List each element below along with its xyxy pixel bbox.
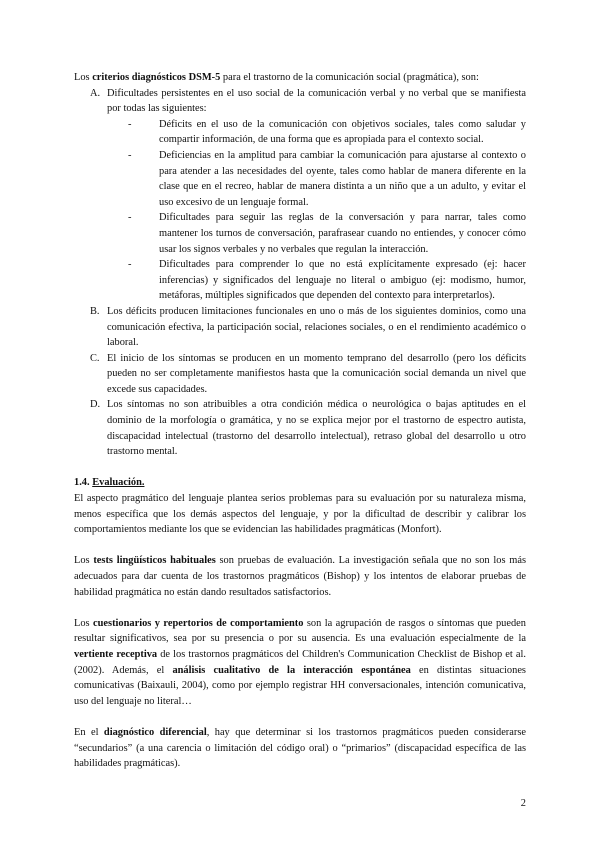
section-number: 1.4. [74, 477, 93, 489]
criterion-a [74, 86, 526, 304]
criterion-text: Dificultades persistentes en el uso social de la comunicación verbal y no verbal que se manifiesta por todas las siguientes: [107, 87, 526, 115]
criterion-b [74, 304, 526, 351]
para-text: En el [74, 726, 104, 738]
sub-item-text: Dificultades para seguir las reglas de la conversación y para narrar, tales como mantener los turnos de conversación, parafrasear cuando no entiendes, y conocer cómo usar los signos verbales y no verbales que regulan la interacción. [159, 212, 526, 255]
section-heading [74, 475, 526, 491]
sub-item-text: Deficiencias en la amplitud para cambiar la comunicación para ajustarse al contexto o para atender a las necesidades del oyente, tales como hablar de manera diferente en la clase que en el recreo, hablar de manera distinta a un niño que a un adulto, y evitar el uso excesivo de un lenguaje formal. [159, 149, 526, 208]
para-text: de los trastornos pragmáticos del Children's Communication Checklist de Bishop et al. (2002). Además, el [74, 648, 526, 676]
sub-item [107, 148, 526, 210]
para-text: son la agrupación de rasgos o síntomas que pueden resultar significativos, sea por su presencia o por su ausencia. Es una evaluación especialmente de la [74, 617, 526, 645]
dash-bullet: - [128, 118, 132, 130]
criteria-list [74, 86, 526, 460]
differential-paragraph [74, 725, 526, 772]
dash-bullet: - [128, 149, 132, 161]
criterion-text: El inicio de los síntomas se producen en un momento temprano del desarrollo (pero los déficits pueden no ser completamente manifiestos hasta que la comunicación social demanda un nivel que excede sus capacidades. [107, 352, 526, 395]
sub-item [107, 257, 526, 304]
para-bold: cuestionarios y repertorios de comportamiento [93, 617, 304, 629]
intro-paragraph [74, 70, 526, 86]
document-page [74, 70, 526, 772]
sub-item [107, 117, 526, 148]
criterion-marker: B. [90, 305, 100, 317]
sub-item-text: Déficits en el uso de la comunicación con objetivos sociales, tales como saludar y compartir información, de una forma que es apropiada para el contexto social. [159, 118, 526, 146]
tests-paragraph [74, 553, 526, 600]
questionnaires-paragraph [74, 616, 526, 710]
page-number: 2 [520, 798, 526, 809]
criterion-marker: A. [90, 87, 101, 99]
intro-bold: criterios diagnósticos DSM-5 [92, 72, 221, 83]
intro-text-end: para el trastorno de la comunicación social (pragmática), son: [220, 72, 479, 83]
dash-bullet: - [128, 259, 132, 271]
para-text: son pruebas de evaluación. La investigación señala que no son los más adecuados para dar cuenta de los trastornos pragmáticos (Bishop) y los intentos de elaborar pruebas de habilidad pragmática no están dando resultados satisfactorios. [74, 555, 526, 598]
para-text: en distintas situaciones comunicativas (Baixauli, 2004), como por ejemplo registrar HH conversacionales, intención comunicativa, uso del lenguaje no literal… [74, 664, 526, 707]
section-title: Evaluación. [92, 477, 145, 489]
para-text: Los [74, 617, 94, 629]
para-bold: análisis cualitativo de la interacción espontánea [172, 664, 411, 676]
criterion-a-sublist [107, 117, 526, 304]
evaluation-paragraph: El aspecto pragmático del lenguaje plantea serios problemas para su evaluación por su naturaleza misma, menos específica que los demás aspectos del lenguaje, y por la dificultad de describir y calibrar los comportamientos mediante los que se evidencian las habilidades pragmáticas (Monfort). [74, 493, 526, 536]
criterion-c [74, 351, 526, 398]
criterion-text: Los síntomas no son atribuibles a otra condición médica o neurológica o bajas aptitudes en el dominio de la morfología o gramática, y no se explica mejor por el trastorno de espectro autista, discapacidad intelectual (trastorno del desarrollo intelectual), retraso global del desarrollo u otro trastorno mental. [107, 399, 526, 458]
para-bold: tests lingüísticos habituales [93, 555, 216, 567]
criterion-marker: C. [90, 352, 100, 364]
criterion-marker: D. [90, 399, 101, 411]
para-bold: diagnóstico diferencial [103, 726, 207, 738]
para-bold: vertiente receptiva [74, 648, 158, 660]
intro-text: Los [74, 72, 93, 83]
para-text: , hay que determinar si los trastornos pragmáticos pueden considerarse “secundarios” (a una carencia o limitación del código oral) o “primarios” (discapacidad específica de las habilidades pragmáticas). [74, 726, 526, 770]
para-text: Los [74, 555, 94, 567]
criterion-d [74, 397, 526, 459]
dash-bullet: - [128, 212, 132, 224]
criterion-text: Los déficits producen limitaciones funcionales en uno o más de los siguientes dominios, como una comunicación efectiva, la participación social, relaciones sociales, o en el rendimiento académico o laboral. [107, 305, 526, 349]
sub-item-text: Dificultades para comprender lo que no está explícitamente expresado (ej: hacer inferencias) y significados del lenguaje no literal o ambiguo (ej: modismo, humor, metáforas, múltiples significados que dependen del contexto para interpretarlos). [159, 259, 526, 302]
sub-item [107, 210, 526, 257]
